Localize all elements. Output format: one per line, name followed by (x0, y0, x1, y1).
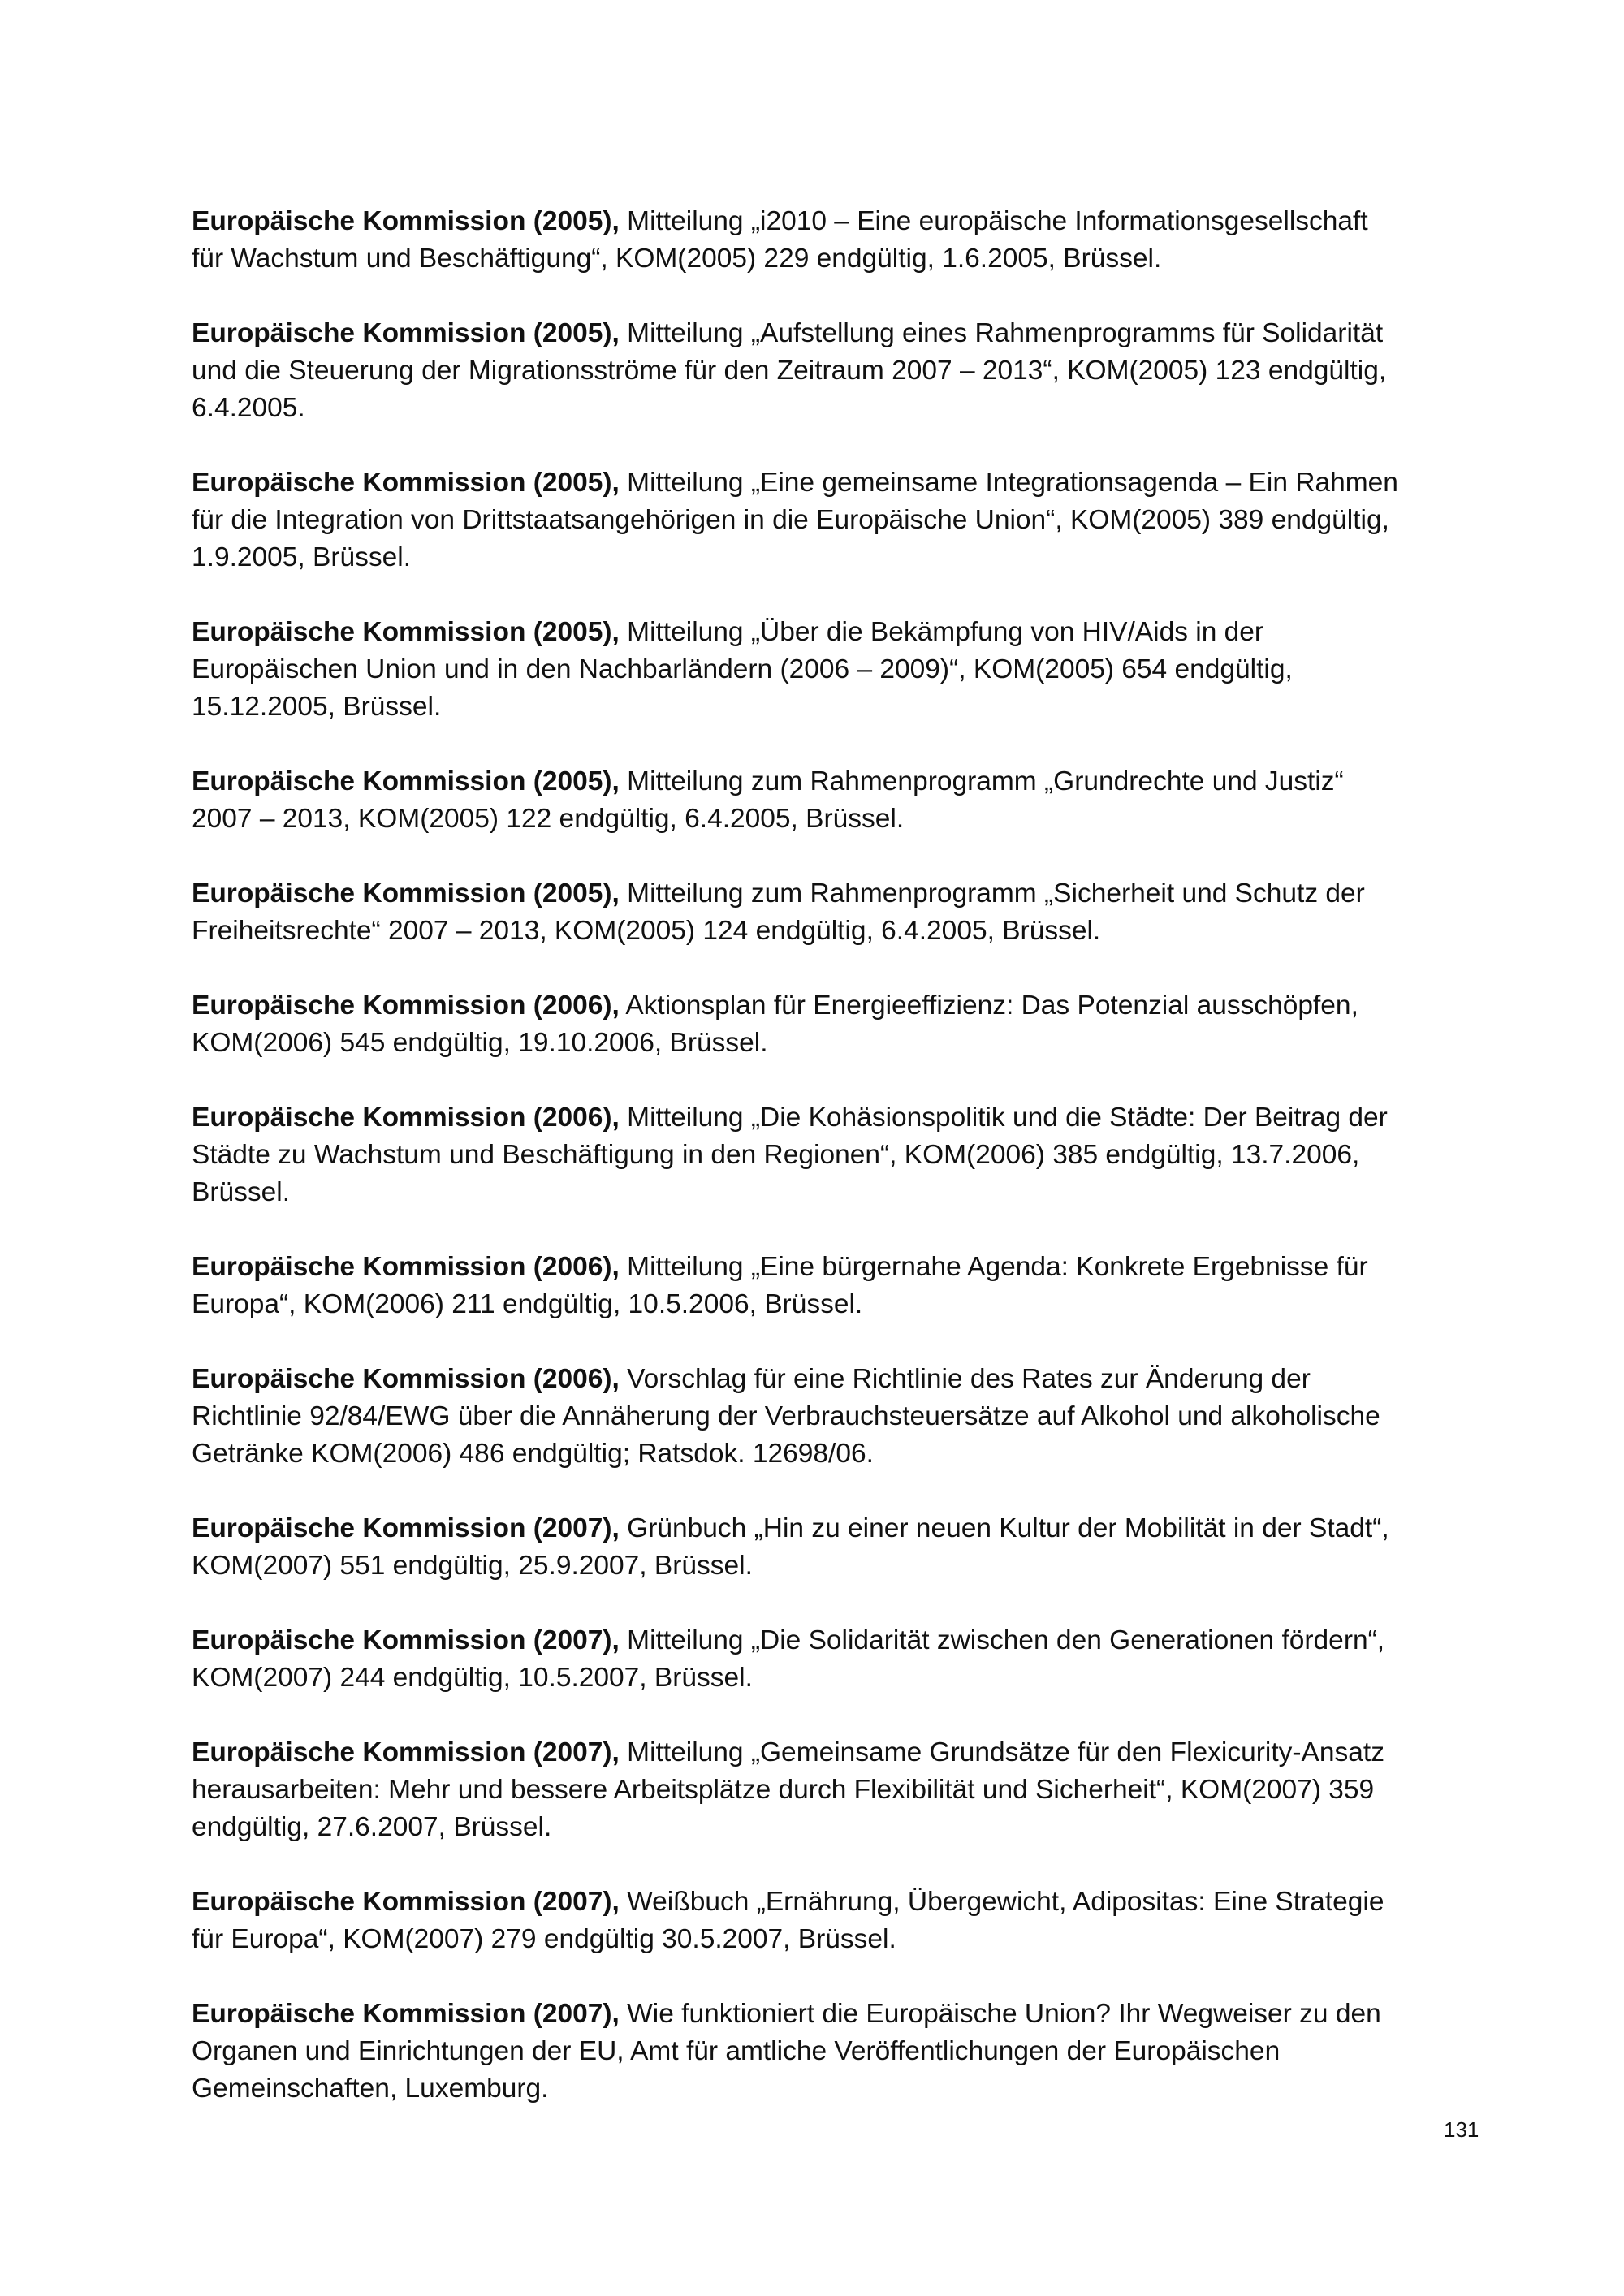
reference-entry (192, 614, 1402, 726)
reference-text: Mitteilung „Eine gemeinsame Integrationsagenda – Ein Rahmen für die Integration von Drittstaatsangehörigen in die Europäische Union“, KOM(2005) 389 endgültig, 1.9.2005, Brüssel. (192, 468, 1398, 572)
reference-author: Europäische Kommission (2005), (192, 878, 620, 908)
reference-text: Mitteilung „Gemeinsame Grundsätze für den Flexicurity-Ansatz herausarbeiten: Mehr und bessere Arbeitsplätze durch Flexibilität und Sicherheit“, KOM(2007) 359 endgültig, 27.6.2007, Brüssel. (192, 1737, 1384, 1842)
reference-author: Europäische Kommission (2005), (192, 766, 620, 796)
reference-entry (192, 1361, 1402, 1473)
reference-text: Mitteilung „i2010 – Eine europäische Informationsgesellschaft für Wachstum und Beschäftigung“, KOM(2005) 229 endgültig, 1.6.2005, Brüssel. (192, 206, 1368, 274)
reference-text: Mitteilung zum Rahmenprogramm „Sicherheit und Schutz der Freiheitsrechte“ 2007 – 2013, KOM(2005) 124 endgültig, 6.4.2005, Brüssel. (192, 878, 1365, 946)
reference-text: Aktionsplan für Energieeffizienz: Das Potenzial ausschöpfen, KOM(2006) 545 endgültig, 19.10.2006, Brüssel. (192, 990, 1358, 1058)
reference-author: Europäische Kommission (2005), (192, 206, 620, 236)
reference-text: Mitteilung „Eine bürgernahe Agenda: Konkrete Ergebnisse für Europa“, KOM(2006) 211 endgültig, 10.5.2006, Brüssel. (192, 1252, 1368, 1319)
reference-author: Europäische Kommission (2007), (192, 1887, 620, 1917)
reference-text: Mitteilung „Die Solidarität zwischen den Generationen fördern“, KOM(2007) 244 endgültig, 10.5.2007, Brüssel. (192, 1625, 1385, 1693)
reference-entry (192, 1996, 1402, 2108)
reference-author: Europäische Kommission (2006), (192, 1103, 620, 1133)
reference-entry (192, 1734, 1402, 1846)
reference-author: Europäische Kommission (2006), (192, 1364, 620, 1394)
reference-author: Europäische Kommission (2005), (192, 617, 620, 647)
reference-entry (192, 464, 1402, 576)
reference-text: Grünbuch „Hin zu einer neuen Kultur der Mobilität in der Stadt“, KOM(2007) 551 endgültig, 25.9.2007, Brüssel. (192, 1513, 1389, 1581)
reference-text: Wie funktioniert die Europäische Union? Ihr Wegweiser zu den Organen und Einrichtungen der EU, Amt für amtliche Veröffentlichungen der Europäischen Gemeinschaften, Luxemburg. (192, 1999, 1381, 2104)
reference-entry (192, 875, 1402, 950)
reference-entry (192, 315, 1402, 427)
reference-author: Europäische Kommission (2006), (192, 990, 620, 1021)
reference-entry (192, 763, 1402, 838)
reference-entry (192, 1510, 1402, 1585)
reference-entry (192, 1249, 1402, 1323)
reference-author: Europäische Kommission (2007), (192, 1513, 620, 1543)
reference-text: Weißbuch „Ernährung, Übergewicht, Adipositas: Eine Strategie für Europa“, KOM(2007) 279 endgültig 30.5.2007, Brüssel. (192, 1887, 1384, 1954)
reference-text: Mitteilung zum Rahmenprogramm „Grundrechte und Justiz“ 2007 – 2013, KOM(2005) 122 endgültig, 6.4.2005, Brüssel. (192, 766, 1344, 834)
reference-author: Europäische Kommission (2007), (192, 1999, 620, 2029)
reference-text: Vorschlag für eine Richtlinie des Rates zur Änderung der Richtlinie 92/84/EWG über die Annäherung der Verbrauchsteuersätze auf Alkohol und alkoholische Getränke KOM(2006) 486 endgültig; Ratsdok. 12698/06. (192, 1364, 1380, 1469)
reference-text: Mitteilung „Aufstellung eines Rahmenprogramms für Solidarität und die Steuerung der Migrationsströme für den Zeitraum 2007 – 2013“, KOM(2005) 123 endgültig, 6.4.2005. (192, 318, 1387, 423)
reference-text: Mitteilung „Über die Bekämpfung von HIV/Aids in der Europäischen Union und in den Nachbarländern (2006 – 2009)“, KOM(2005) 654 endgültig, 15.12.2005, Brüssel. (192, 617, 1293, 722)
reference-text: Mitteilung „Die Kohäsionspolitik und die Städte: Der Beitrag der Städte zu Wachstum und Beschäftigung in den Regionen“, KOM(2006) 385 endgültig, 13.7.2006, Brüssel. (192, 1103, 1388, 1207)
page-number: 131 (1444, 2117, 1479, 2142)
reference-entry (192, 1884, 1402, 1958)
reference-author: Europäische Kommission (2006), (192, 1252, 620, 1282)
reference-author: Europäische Kommission (2005), (192, 318, 620, 348)
reference-entry (192, 1099, 1402, 1211)
reference-entry (192, 203, 1402, 278)
reference-author: Europäische Kommission (2007), (192, 1625, 620, 1655)
reference-entry (192, 1622, 1402, 1697)
reference-author: Europäische Kommission (2007), (192, 1737, 620, 1767)
reference-list (192, 203, 1402, 2145)
reference-entry (192, 987, 1402, 1062)
reference-author: Europäische Kommission (2005), (192, 468, 620, 498)
